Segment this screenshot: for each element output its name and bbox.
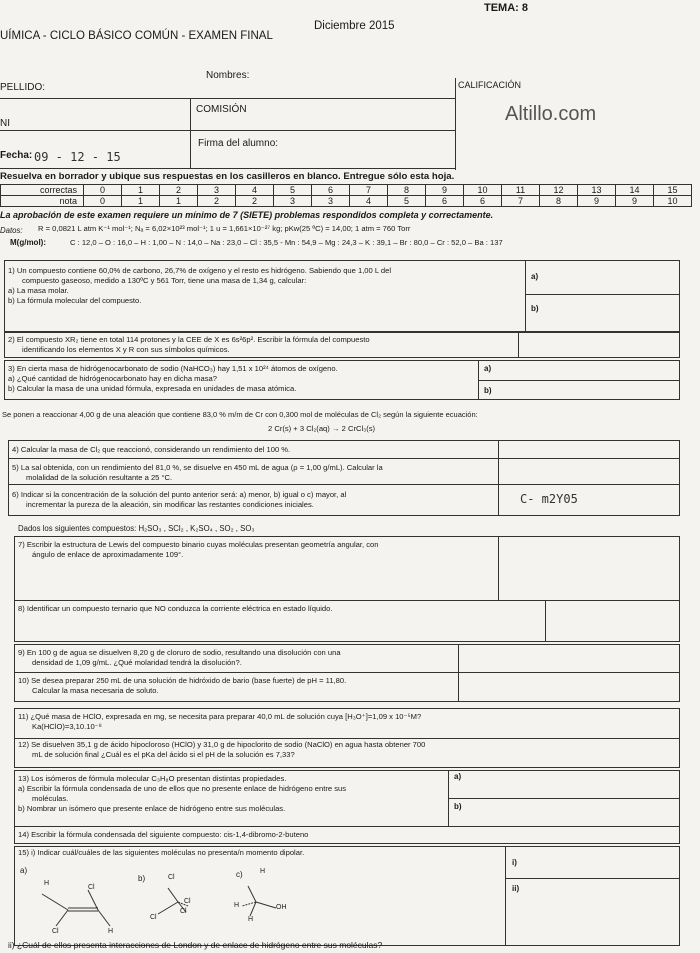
row-divider: [14, 600, 680, 601]
exam-title: UÍMICA - CICLO BÁSICO COMÚN - EXAMEN FINAL: [0, 30, 273, 42]
q13-answer-b-label: b): [454, 802, 462, 811]
correctas-cell: 7: [350, 185, 388, 196]
q3-text: 3) En cierta masa de hidrógenocarbonato de sodio (NaHCO₃) hay 1,51 x 10²⁴ átomos de oxígeno. a) ¿Qué cantidad de hidrógenocarbonato hay en dicha masa? b) Calcular la masa de una unidad fórmula, expresada en unidades de masa atómica.: [8, 364, 338, 393]
q15-answer-ii-label: ii): [512, 884, 520, 893]
nota-cell: 3: [312, 196, 350, 207]
correctas-cell: 12: [540, 185, 578, 196]
correctas-cell: 1: [122, 185, 160, 196]
correctas-cell: 4: [236, 185, 274, 196]
instructions: Resuelva en borrador y ubique sus respuestas en los casilleros en blanco. Entregue sólo esta hoja.: [0, 171, 455, 182]
answer-divider: [525, 294, 680, 295]
q7-text: 7) Escribir la estructura de Lewis del compuesto binario cuyas moléculas presentan geometría angular, con ángulo de enlace de aproximadamente 109°.: [18, 540, 379, 559]
q15-molecules-drawing: [18, 858, 318, 938]
row-divider: [14, 738, 680, 739]
header-rule: [0, 130, 455, 131]
firma-label: Firma del alumno:: [198, 138, 279, 149]
molecule-b-cl: Cl: [180, 908, 187, 915]
nota-cell: 1: [122, 196, 160, 207]
correctas-cell: 10: [464, 185, 502, 196]
nota-cell: 7: [502, 196, 540, 207]
molecule-a-h: H: [44, 880, 50, 887]
molecule-c-hh: H: [234, 902, 240, 909]
molecule-c-oh: OH: [276, 904, 287, 911]
q13-answer-a-label: a): [454, 772, 462, 781]
q11-text: 11) ¿Qué masa de HClO, expresada en mg, se necesita para preparar 40,0 mL de solución cuya [H₃O⁺]=1,09 x 10⁻⁵M? Ka(HClO)=3,10.10⁻⁸: [18, 712, 422, 731]
compounds-list: Dados los siguientes compuestos: H₂SO₃ , SCl₂ , K₂SO₄ , SO₂ , SO₃: [18, 524, 255, 533]
answer-divider: [498, 440, 499, 516]
answer-divider: [448, 798, 680, 799]
correctas-cell: 3: [198, 185, 236, 196]
datos-constants: R = 0,0821 L atm K⁻¹ mol⁻¹; Nₐ = 6,02×10²³ mol⁻¹; 1 u = 1,661×10⁻²⁷ kg; pKw(25 ºC) = 14,00; 1 atm = 760 Torr: [38, 224, 411, 233]
q15-text-i: 15) i) Indicar cuál/cuáles de las siguientes moléculas no presenta/n momento dipolar.: [18, 848, 305, 857]
molecule-a-cl: Cl: [52, 928, 59, 935]
alloy-intro: Se ponen a reaccionar 4,00 g de una aleación que contiene 83,0 % m/m de Cr con 0,300 mol de moléculas de Cl₂ según la siguiente ecuación:: [2, 410, 478, 419]
molecule-a-h: H: [108, 928, 114, 935]
correctas-cell: 8: [388, 185, 426, 196]
nota-cell: 2: [236, 196, 274, 207]
correctas-cell: 11: [502, 185, 540, 196]
nota-cell: 1: [160, 196, 198, 207]
molecule-c-h: H: [248, 916, 254, 923]
answer-divider: [458, 644, 459, 702]
q10-text: 10) Se desea preparar 250 mL de una solución de hidróxido de bario (base fuerte) de pH = 11,80. Calcular la masa necesaria de soluto.: [18, 676, 347, 695]
grade-table: [0, 184, 692, 207]
comision-label: COMISIÓN: [196, 104, 247, 115]
correctas-cell: 6: [312, 185, 350, 196]
molecule-c-label: c): [236, 870, 243, 879]
q4-text: 4) Calcular la masa de Cl₂ que reaccionó, considerando un rendimiento del 100 %.: [12, 445, 291, 454]
q5-text: 5) La sal obtenida, con un rendimiento del 81,0 %, se disuelve en 450 mL de agua (ρ = 1,00 g/mL). Calcular la molalidad de la solución resultante a 25 °C.: [12, 463, 383, 482]
molecule-a-cl: Cl: [88, 884, 95, 891]
correctas-cell: 14: [616, 185, 654, 196]
correctas-cell: 5: [274, 185, 312, 196]
apellido-label: PELLIDO:: [0, 82, 46, 93]
exam-date: Diciembre 2015: [314, 20, 395, 32]
q9-text: 9) En 100 g de agua se disuelven 8,20 g de cloruro de sodio, resultando una disolución con una densidad de 1,09 g/mL. ¿Qué molaridad tendrá la disolución?.: [18, 648, 341, 667]
nota-cell: 4: [350, 196, 388, 207]
nota-cell: 3: [274, 196, 312, 207]
q15-answer-i-label: i): [512, 858, 517, 867]
correctas-label: correctas: [1, 185, 84, 196]
answer-divider: [505, 846, 506, 946]
molecule-b-cl: Cl: [150, 914, 157, 921]
molecule-a-label: a): [20, 866, 28, 875]
header-rule: [0, 98, 455, 99]
q12-text: 12) Se disuelven 35,1 g de ácido hipocloroso (HClO) y 31,0 g de hipoclorito de sodio (NaClO) en agua hasta obtener 700 mL de solución final ¿Cuál es el pKa del ácido si el pH de la solución es 7,33?: [18, 740, 426, 759]
q2-text: 2) El compuesto XR₂ tiene en total 114 protones y la CEE de X es 6s²6p². Escribir la fórmula del compuesto identificando los elementos X y R con sus símbolos químicos.: [8, 335, 370, 354]
nota-cell: 0: [84, 196, 122, 207]
q6-text: 6) Indicar si la concentración de la solución del punto anterior será: a) menor, b) igual o c) mayor, al incrementar la pureza de la aleación, sin modificar las restantes condiciones iniciales.: [12, 490, 347, 509]
q3-answer-b-label: b): [484, 386, 492, 395]
row-divider: [14, 672, 680, 673]
watermark: Altillo.com: [505, 103, 597, 125]
q1-text: 1) Un compuesto contiene 60,0% de carbono, 26,7% de oxígeno y el resto es hidrógeno. Sabiendo que 1,00 L del compuesto gaseoso, medido a 130ºC y 561 Torr, tiene una masa de 1,34 g, calcular: a) La masa molar. b) La fórmula molecular del compuesto.: [8, 266, 392, 305]
nota-cell: 9: [578, 196, 616, 207]
answer-divider: [498, 536, 499, 600]
q1-answer-a-label: a): [531, 272, 539, 281]
nota-label: nota: [1, 196, 84, 207]
row-divider: [14, 826, 680, 827]
fecha-label: Fecha:: [0, 150, 33, 161]
nota-cell: 2: [198, 196, 236, 207]
nota-cell: 10: [654, 196, 692, 207]
correctas-cell: 9: [426, 185, 464, 196]
answer-divider: [525, 260, 526, 332]
nota-cell: 6: [426, 196, 464, 207]
q13-text: 13) Los isómeros de fórmula molecular C₃H₈O presentan distintas propiedades. a) Escribir la fórmula condensada de uno de ellos que no presente enlace de hidrógeno entre sus moléculas. b) Nombrar un isómero que presente enlace de hidrógeno entre sus moléculas.: [18, 774, 347, 813]
correctas-cell: 13: [578, 185, 616, 196]
q8-text: 8) Identificar un compuesto ternario que NO conduzca la corriente eléctrica en estado líquido.: [18, 604, 333, 613]
row-divider: [8, 458, 680, 459]
alloy-equation: 2 Cr(s) + 3 Cl₂(aq) → 2 CrCl₃(s): [268, 424, 376, 433]
fecha-value: 09 - 12 - 15: [34, 150, 121, 164]
approval-note: La aprobación de este examen requiere un mínimo de 7 (SIETE) problemas respondidos completa y correctamente.: [0, 210, 494, 220]
answer-divider: [505, 878, 680, 879]
molecule-c-h: H: [260, 868, 266, 875]
q1-answer-b-label: b): [531, 304, 539, 313]
q6-handwritten-answer: C- m2Y05: [520, 492, 578, 506]
correctas-cell: 0: [84, 185, 122, 196]
nota-cell: 5: [388, 196, 426, 207]
q3-answer-a-label: a): [484, 364, 492, 373]
correctas-cell: 15: [654, 185, 692, 196]
answer-divider: [518, 332, 519, 358]
calificacion-label: CALIFICACIÓN: [458, 80, 522, 90]
correctas-cell: 2: [160, 185, 198, 196]
nota-cell: 9: [616, 196, 654, 207]
mgmol-label: M(g/mol):: [10, 238, 46, 247]
dni-label: NI: [0, 118, 10, 129]
header-rule: [190, 98, 191, 168]
header-rule: [455, 78, 456, 170]
tema-label: TEMA: 8: [484, 2, 528, 14]
row-divider: [8, 484, 680, 485]
nota-cell: 8: [540, 196, 578, 207]
answer-divider: [545, 600, 546, 642]
q15-text-ii: ii) ¿Cuál de ellos presenta interacciones de London y de enlace de hidrógeno entre sus moléculas?: [8, 940, 383, 950]
nombres-label: Nombres:: [206, 70, 250, 81]
molecule-b-cl: Cl: [184, 898, 191, 905]
header-rule: [0, 168, 455, 169]
molecule-b-cl: Cl: [168, 874, 175, 881]
datos-label: Datos:: [0, 226, 23, 235]
answer-divider: [478, 380, 680, 381]
q14-text: 14) Escribir la fórmula condensada del siguiente compuesto: cis-1,4-dibromo-2-buteno: [18, 830, 309, 839]
nota-cell: 6: [464, 196, 502, 207]
datos-masses: C : 12,0 – O : 16,0 – H : 1,00 – N : 14,0 – Na : 23,0 – Cl : 35,5 - Mn : 54,9 – Mg : 24,3 – K : 39,1 – Br : 80,0 – Cr : 52,0 – Ba : 137: [70, 238, 503, 247]
molecule-b-label: b): [138, 874, 146, 883]
